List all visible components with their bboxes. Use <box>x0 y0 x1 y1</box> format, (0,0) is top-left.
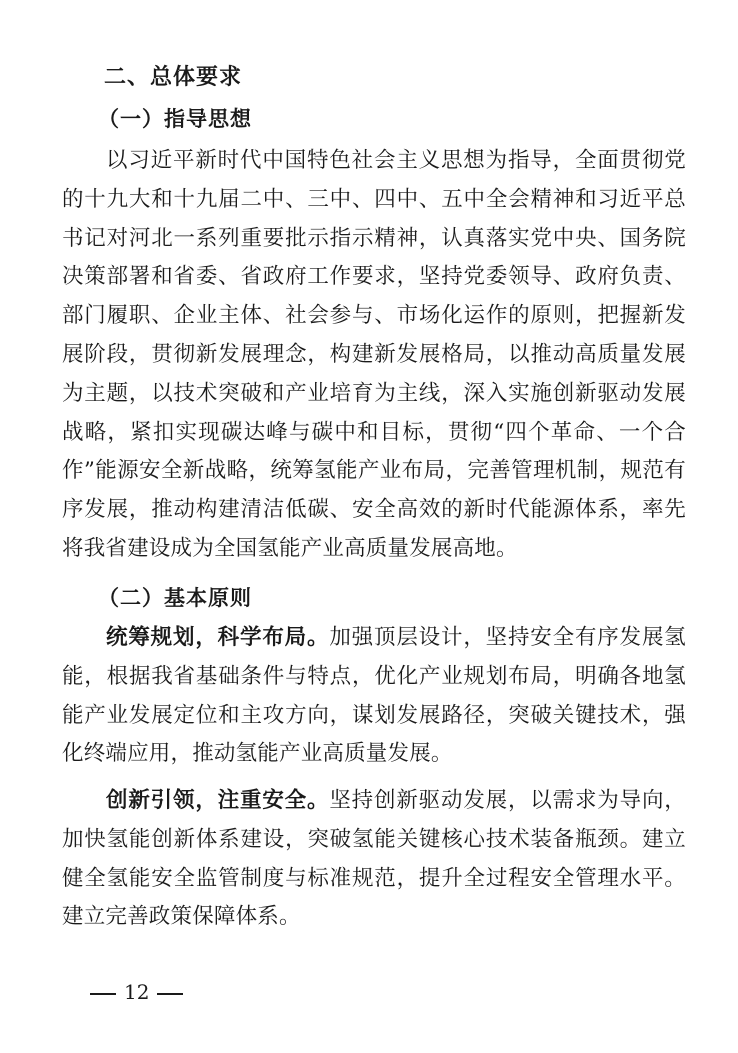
subsection-title-guiding-ideology: （一）指导思想 <box>98 107 252 131</box>
principle-2-body: 坚持创新驱动发展，以需求为导向，加快氢能创新体系建设，突破氢能关键核心技术装备瓶颈。建立健全氢能安全监管制度与标准规范，提升全过程安全管理水平。建立完善政策保障体系。 <box>62 788 686 930</box>
page-number: 12 <box>124 980 150 1004</box>
paragraph-principle-1 <box>62 619 686 774</box>
subsection-title-basic-principles: （二）基本原则 <box>98 586 252 610</box>
footer-dash-right <box>157 993 183 995</box>
paragraph-principle-2 <box>62 782 686 937</box>
principle-1-body: 加强顶层设计，坚持安全有序发展氢能，根据我省基础条件与特点，优化产业规划布局，明确各地氢能产业发展定位和主攻方向，谋划发展路径，突破关键技术，强化终端应用，推动氢能产业高质量发展。 <box>62 625 686 767</box>
principle-1-lead: 统筹规划，科学布局。 <box>106 625 330 650</box>
section-title: 二、总体要求 <box>104 65 243 90</box>
page-footer <box>82 978 191 1006</box>
principle-2-lead: 创新引领，注重安全。 <box>106 788 330 813</box>
paragraph-guiding-ideology: 以习近平新时代中国特色社会主义思想为指导，全面贯彻党的十九大和十九届二中、三中、四中、五中全会精神和习近平总书记对河北一系列重要批示指示精神，认真落实党中央、国务院决策部署和省委、省政府工作要求，坚持党委领导、政府负责、部门履职、企业主体、社会参与、市场化运作的原则，把握新发展阶段，贯彻新发展理念，构建新发展格局，以推动高质量发展为主题，以技术突破和产业培育为主线，深入实施创新驱动发展战略，紧扣实现碳达峰与碳中和目标，贯彻“四个革命、一个合作”能源安全新战略，统筹氢能产业布局，完善管理机制，规范有序发展，推动构建清洁低碳、安全高效的新时代能源体系，率先将我省建设成为全国氢能产业高质量发展高地。 <box>62 148 686 561</box>
footer-dash-left <box>90 993 116 995</box>
